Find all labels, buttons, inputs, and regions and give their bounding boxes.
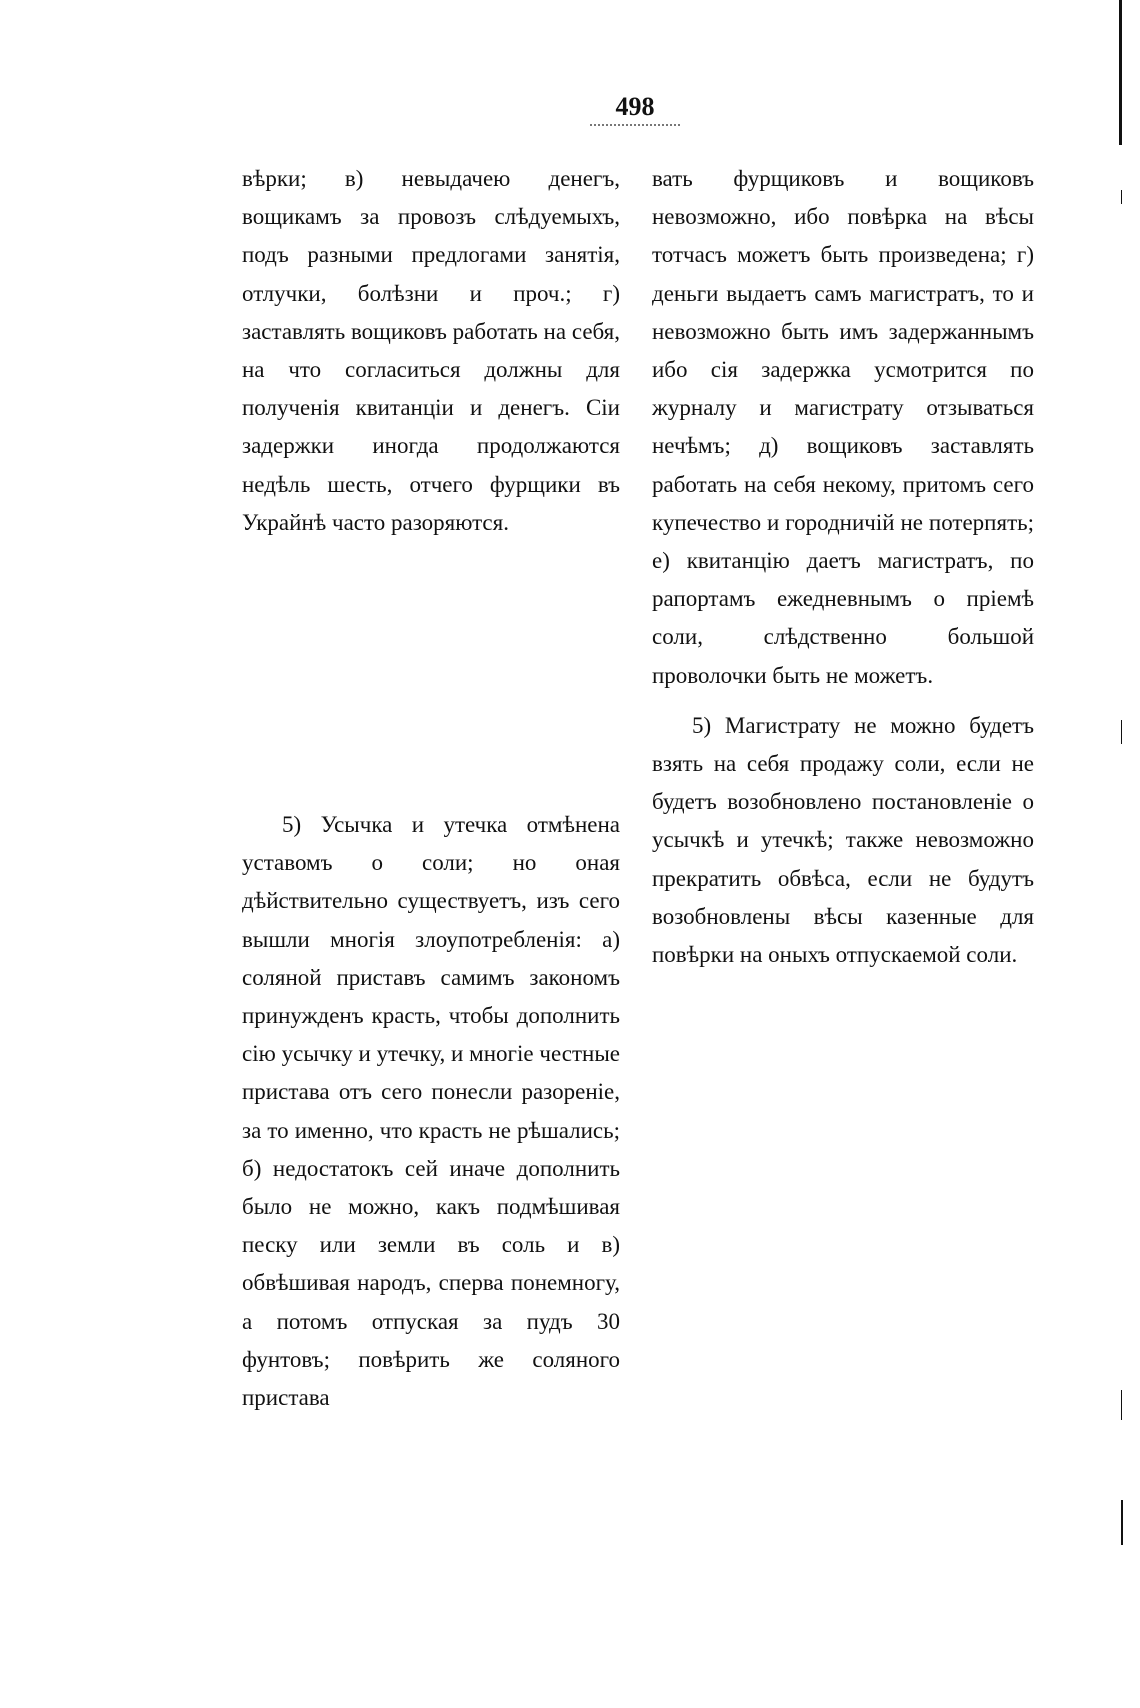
header-rule <box>590 124 680 126</box>
scan-edge-tick <box>1121 1500 1123 1545</box>
scan-edge-tick <box>1121 1390 1122 1420</box>
scan-edge-tick <box>1121 190 1122 204</box>
left-column-bottom <box>242 806 620 1417</box>
scan-edge-line <box>1119 0 1122 145</box>
paragraph-gap <box>652 695 1034 707</box>
left-paragraph-a: вѣрки; в) невыдачею денегъ, вощикамъ за провозъ слѣдуемыхъ, подъ разными предлогами занятія, отлучки, болѣзни и проч.; г) заставлять вощиковъ работать на себя, на что согласиться должны для полученія квитанціи и денегъ. Сіи задержки иногда продолжаются недѣль шесть, отчего фурщики въ Украйнѣ часто разоряются. <box>242 166 620 535</box>
right-column <box>652 160 1034 974</box>
left-column-top <box>242 160 620 542</box>
right-paragraph-a: вать фурщиковъ и вощиковъ невозможно, ибо повѣрка на вѣсы тотчасъ можетъ быть произведена; г) деньги выдаетъ самъ магистратъ, то и невозможно быть имъ задержаннымъ ибо сія задержка усмотрится по журналу и магистрату отзываться нечѣмъ; д) вощиковъ заставлять работать на себя некому, притомъ сего купечество и городничій не потерпять; е) квитанцію даетъ магистратъ, по рапортамъ ежедневнымъ о пріемѣ соли, слѣдственно большой проволочки быть не можетъ. <box>652 166 1034 688</box>
left-paragraph-b: 5) Усычка и утечка отмѣнена уставомъ о соли; но оная дѣйствительно существуетъ, изъ сего вышли многія злоупотребленія: а) соляной приставъ самимъ закономъ принужденъ красть, чтобы дополнить сію усычку и утечку, и многіе честные пристава отъ сего понесли разореніе, за то именно, что красть не рѣшались; б) недостатокъ сей иначе дополнить было не можно, какъ подмѣшивая песку или земли въ соль и в) обвѣшивая народъ, сперва понемногу, а потомъ отпуская за пудъ 30 фунтовъ; повѣрить же соляного пристава <box>242 812 620 1411</box>
scan-edge-tick <box>1121 720 1122 744</box>
right-paragraph-b: 5) Магистрату не можно будетъ взять на себя продажу соли, если не будетъ возобновлено постановленіе о усычкѣ и утечкѣ; также невозможно прекратить обвѣса, если не будутъ возобновлены вѣсы казенные для повѣрки на оныхъ отпускаемой соли. <box>652 712 1034 968</box>
page-number: 498 <box>615 92 655 121</box>
